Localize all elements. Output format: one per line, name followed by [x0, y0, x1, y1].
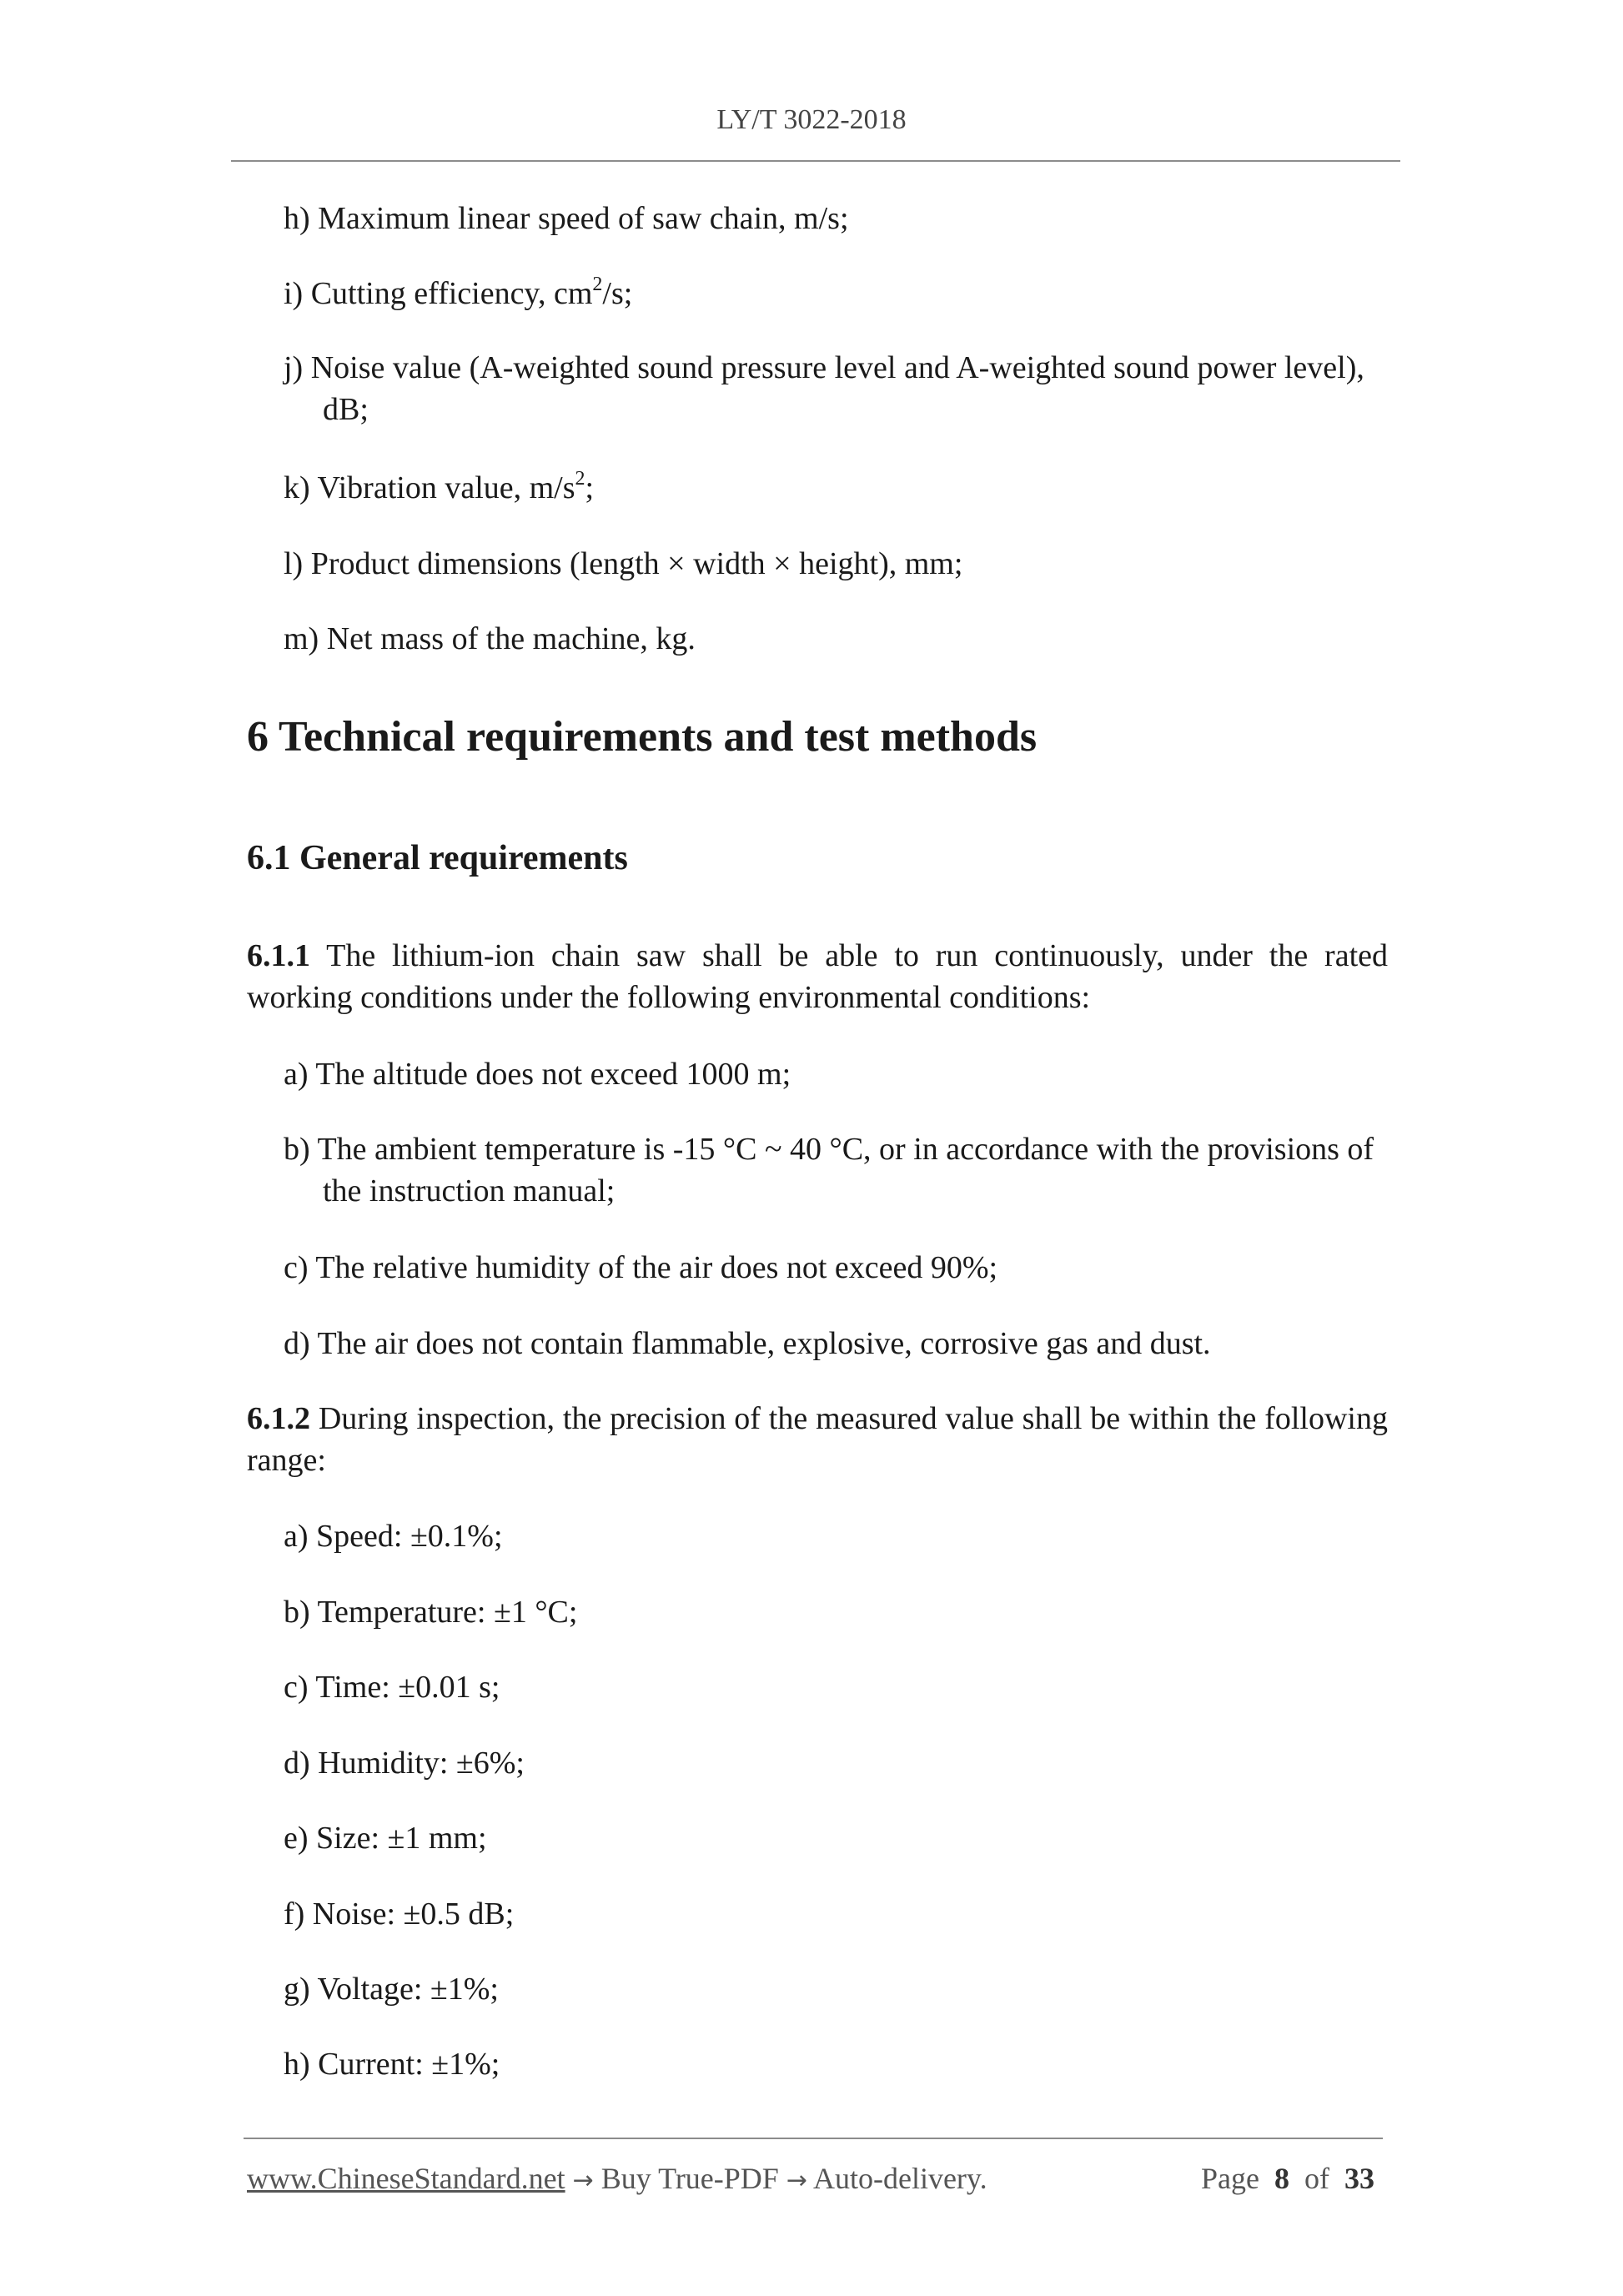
- clause-number: 6.1.1: [247, 938, 310, 973]
- list-item: d) Humidity: ±6%;: [284, 1746, 525, 1781]
- list-item: b) Temperature: ±1 °C;: [284, 1595, 578, 1630]
- auto-delivery-label: Auto-delivery.: [806, 2162, 987, 2195]
- footer-divider: [244, 2138, 1383, 2139]
- list-item: k) Vibration value, $m/s^2$;: [284, 468, 595, 505]
- clause-paragraph: 6.1.2 During inspection, the precision of the measured value shall be within the following range:: [247, 1401, 1388, 1478]
- footer: [247, 2158, 1374, 2202]
- page-total: 33: [1344, 2162, 1374, 2195]
- list-item: d) The air does not contain flammable, explosive, corrosive gas and dust.: [284, 1326, 1211, 1361]
- header-code: LY/T 3022-2018: [716, 104, 907, 135]
- section-heading: 6 Technical requirements and test methods: [247, 713, 1038, 761]
- arrow-right-icon: →: [572, 2166, 594, 2195]
- list-item: e) Size: ±1 mm;: [284, 1821, 487, 1856]
- site-link[interactable]: www.ChineseStandard.net: [247, 2162, 565, 2195]
- clause-paragraph: 6.1.1 The lithium-ion chain saw shall be able to run continuously, under the rated working conditions under the following environmental conditions:: [247, 938, 1388, 1015]
- list-item: g) Voltage: ±1%;: [284, 1972, 499, 2007]
- list-item: b) The ambient temperature is -15 °C ~ 40 °C, or in accordance with the provisions of the instruction manual;: [284, 1132, 1374, 1208]
- page-number: 8: [1274, 2162, 1289, 2195]
- arrow-right-icon: →: [786, 2166, 807, 2195]
- list-item: m) Net mass of the machine, kg.: [284, 621, 696, 656]
- list-item: a) Speed: ±0.1%;: [284, 1519, 503, 1554]
- subsection-heading: 6.1 General requirements: [247, 839, 628, 877]
- list-item: j) Noise value (A-weighted sound pressure level and A-weighted sound power level), dB;: [284, 350, 1364, 427]
- header-divider: [231, 160, 1400, 162]
- buy-label: Buy True-PDF: [593, 2162, 786, 2195]
- list-item: i) Cutting efficiency, $cm^2/s$;: [284, 274, 633, 311]
- page-indicator: Page 8 of 33: [1201, 2162, 1374, 2195]
- list-item: h) Maximum linear speed of saw chain, m/s;: [284, 201, 849, 236]
- list-item: c) Time: ±0.01 s;: [284, 1670, 500, 1705]
- list-item: a) The altitude does not exceed 1000 m;: [284, 1057, 791, 1092]
- list-item: f) Noise: ±0.5 dB;: [284, 1897, 515, 1932]
- list-item: c) The relative humidity of the air does not exceed 90%;: [284, 1250, 998, 1285]
- clause-number: 6.1.2: [247, 1401, 310, 1436]
- list-item: l) Product dimensions (length × width × height), mm;: [284, 546, 963, 581]
- list-item: h) Current: ±1%;: [284, 2047, 500, 2082]
